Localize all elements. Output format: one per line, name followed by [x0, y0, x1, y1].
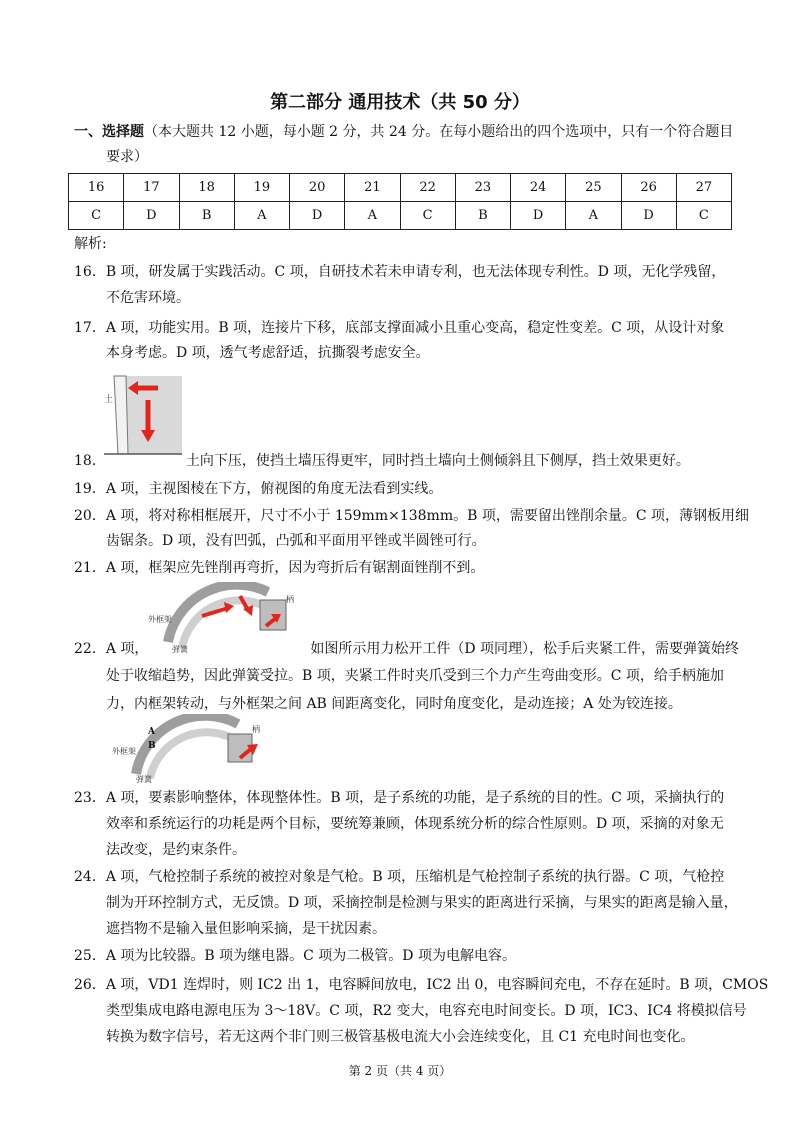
q22-line-3: 力，内框架转动，与外框架之间 AB 间距离变化，同时角度变化，是动连接；A 处为铰连接。	[106, 696, 682, 712]
q25-line: 25．A 项为比较器。B 项为继电器。C 项为二极管。D 项为电解电容。	[74, 948, 516, 964]
q24-line-1: 24．A 项，气枪控制子系统的被控对象是气枪。B 项，压缩机是气枪控制子系统的执行器。C 项，气枪控	[74, 869, 725, 885]
retaining-wall-figure	[104, 372, 184, 456]
table-cell: D	[511, 202, 566, 230]
q21-line: 21．A 项，框架应先锉削再弯折，因为弯折后有锯割面锉削不到。	[74, 560, 485, 576]
q17-line-1: 17．A 项，功能实用。B 项，连接片下移，底部支撑面减小且重心变高，稳定性变差。C 项，从设计对象	[74, 320, 725, 336]
handle-label: 柄	[286, 595, 294, 604]
question-section-header	[74, 121, 734, 143]
table-cell: D	[290, 202, 345, 230]
spring-label: 弹簧	[136, 775, 152, 784]
q18-number: 18．	[74, 453, 106, 469]
q17-line-2: 本身考虑。D 项，透气考虑舒适，抗撕裂考虑安全。	[106, 345, 430, 361]
table-cell: 21	[345, 174, 400, 202]
q22-line-2: 处于收缩趋势，因此弹簧受拉。B 项，夹紧工件时夹爪受到三个力产生弯曲变形。C 项，给手柄施加	[106, 668, 724, 684]
section-label: 一、选择题	[74, 124, 144, 140]
section-title: 第二部分 通用技术（共 50 分）	[270, 92, 530, 113]
table-cell: C	[676, 202, 731, 230]
handle-label: 柄	[252, 725, 260, 734]
clamp-figure-2	[112, 714, 262, 784]
q18-text: 土向下压，使挡土墙压得更牢，同时挡土墙向土侧倾斜且下侧厚，挡土效果更好。	[185, 453, 690, 469]
page-footer: 第 2 页（共 4 页）	[348, 1064, 452, 1078]
section-instruction: （本大题共 12 小题，每小题 2 分，共 24 分。在每小题给出的四个选项中，只有一个符合题目	[144, 124, 734, 140]
table-cell: 18	[179, 174, 234, 202]
q22-line-1	[74, 638, 740, 660]
table-cell: 24	[511, 174, 566, 202]
table-cell: C	[400, 202, 455, 230]
table-cell: 20	[290, 174, 345, 202]
table-cell: C	[69, 202, 124, 230]
q16-line-2: 不危害环境。	[106, 290, 190, 306]
inner-frame-arc	[150, 732, 232, 778]
table-cell: A	[345, 202, 400, 230]
table-cell: 17	[124, 174, 179, 202]
q26-line-2: 类型集成电路电源电压为 3～18V。C 项，R2 变大，电容充电时间变长。D 项，IC3、IC4 将模拟信号	[106, 1003, 747, 1019]
section-instruction-cont: 要求）	[106, 149, 148, 165]
q24-line-3: 遮挡物不是输入量但影响采摘，是干扰因素。	[106, 921, 386, 937]
q23-line-2: 效率和系统运行的功耗是两个目标，要统筹兼顾，体现系统分析的综合性原则。D 项，采摘的对象无	[106, 816, 724, 832]
table-cell: B	[179, 202, 234, 230]
table-cell: D	[621, 202, 676, 230]
q20-line-1: 20．A 项，将对称相框展开，尺寸不小于 159mm×138mm。B 项，需要留出锉削余量。C 项，薄钢板用细	[74, 508, 749, 524]
table-cell: B	[455, 202, 510, 230]
q26-line-3: 转换为数字信号，若无这两个非门则三极管基极电流大小会连续变化，且 C1 充电时间也变化。	[106, 1029, 695, 1045]
table-cell: 23	[455, 174, 510, 202]
q22-number: 22．A 项，	[74, 641, 149, 657]
analysis-label: 解析:	[74, 236, 107, 252]
table-cell: 27	[676, 174, 731, 202]
point-a-label: A	[148, 727, 155, 737]
table-cell: 26	[621, 174, 676, 202]
outer-frame-label: 外框架	[148, 615, 172, 624]
q16-line-1: 16．B 项，研发属于实践活动。C 项，自研技术若未申请专利，也无法体现专利性。D 项，无化学残留，	[74, 264, 726, 280]
q24-line-2: 制为开环控制方式，无反馈。D 项，采摘控制是检测与果实的距离进行采摘，与果实的距离是输入量，	[106, 895, 738, 911]
table-cell: A	[566, 202, 621, 230]
soil-label: 土	[104, 395, 114, 405]
table-cell: D	[124, 202, 179, 230]
point-b-label: B	[148, 741, 156, 751]
spring-label: 弹簧	[172, 645, 188, 654]
outer-frame-label: 外框架	[112, 747, 136, 756]
q26-line-1: 26．A 项，VD1 连焊时，则 IC2 出 1，电容瞬间放电，IC2 出 0，电容瞬间充电，不存在延时。B 项，CMOS	[74, 977, 769, 993]
answer-table	[68, 173, 732, 230]
q19-line: 19．A 项，主视图棱在下方，俯视图的角度无法看到实线。	[74, 481, 443, 497]
table-cell: 19	[234, 174, 289, 202]
table-cell: 25	[566, 174, 621, 202]
answer-table-answer-row	[69, 202, 732, 230]
q18-line	[74, 450, 734, 472]
answer-table-number-row	[69, 174, 732, 202]
wall-body	[114, 376, 128, 454]
table-cell: 22	[400, 174, 455, 202]
table-cell: A	[234, 202, 289, 230]
q20-line-2: 齿锯条。D 项，没有凹弧，凸弧和平面用平锉或半圆锉可行。	[106, 533, 486, 549]
q22-text: 如图所示用力松开工件（D 项同理），松手后夹紧工件，需要弹簧始终	[310, 641, 740, 657]
q23-line-1: 23．A 项，要素影响整体，体现整体性。B 项，是子系统的功能，是子系统的目的性。C 项，采摘执行的	[74, 790, 725, 806]
q23-line-3: 法改变，是约束条件。	[106, 842, 246, 858]
table-cell: 16	[69, 174, 124, 202]
